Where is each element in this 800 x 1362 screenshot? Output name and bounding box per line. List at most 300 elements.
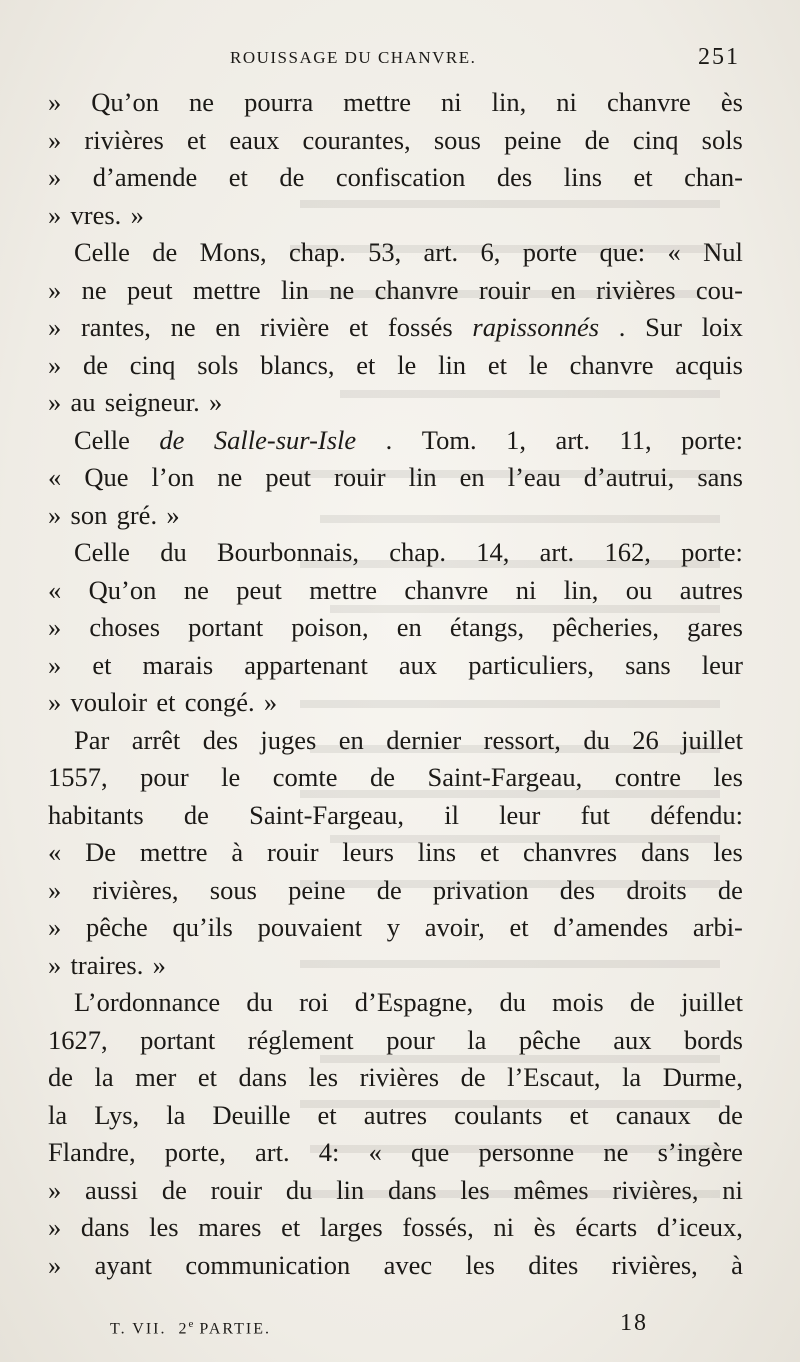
word: Par (74, 724, 110, 755)
word: de (279, 162, 305, 192)
word: la (48, 1099, 68, 1130)
word: chan- (684, 162, 743, 192)
word: portant (188, 612, 264, 642)
word: juillet (681, 987, 743, 1017)
word: ni (515, 574, 537, 605)
word: en (459, 462, 485, 492)
word: de (370, 762, 396, 792)
word: de (48, 1062, 74, 1092)
word: Celle (74, 237, 130, 267)
word: cinq (129, 349, 176, 380)
word: mettre (139, 837, 208, 867)
word: « (48, 462, 62, 492)
word: ni (493, 1212, 514, 1242)
word: gré. (116, 499, 158, 530)
text-line (48, 722, 743, 760)
word: défendu: (650, 799, 743, 830)
word: sous (209, 874, 257, 905)
word: « (667, 237, 681, 267)
word: ni (722, 1174, 743, 1205)
word: qu’ils (172, 912, 233, 942)
word: » (48, 162, 62, 192)
word: 1, (506, 424, 526, 455)
word: et (92, 649, 112, 680)
word: « (48, 837, 62, 867)
word: choses (89, 612, 161, 642)
word: 1627, (48, 1024, 108, 1055)
word: autres (363, 1099, 428, 1130)
page-footer (60, 1310, 740, 1340)
word: » (209, 387, 223, 417)
word: rivières, (611, 1249, 698, 1280)
word: art. (555, 424, 591, 455)
word: seigneur. (104, 387, 200, 417)
word: ne (189, 87, 215, 117)
word: dans (387, 1174, 437, 1205)
word: ne (329, 274, 355, 305)
word: et (487, 349, 507, 380)
word: rivières, (92, 874, 179, 905)
word: lin (336, 1174, 365, 1205)
word: pêcheries, (552, 612, 659, 642)
word: leurs (342, 837, 394, 867)
word: aux (398, 649, 438, 680)
italic-word: Salle-sur-Isle (213, 424, 357, 455)
italic-word: rapissonnés (472, 312, 600, 342)
word: 11, (619, 424, 652, 455)
word: rouir (478, 274, 531, 305)
text-line (48, 234, 743, 272)
word: art. (255, 1137, 290, 1167)
word: mettre (343, 87, 411, 117)
word: au (70, 387, 96, 417)
word: d’iceux, (656, 1212, 743, 1242)
word: Mons, (199, 237, 267, 267)
word: d’Espagne, (354, 987, 474, 1017)
word: des (496, 162, 533, 192)
word: autres (679, 574, 743, 605)
word: vouloir (70, 687, 148, 717)
body-text (48, 84, 743, 1284)
word: larges (319, 1212, 383, 1242)
word: courantes, (302, 124, 411, 155)
word: en (550, 274, 576, 305)
word: » (130, 199, 144, 230)
word: peine (288, 874, 346, 905)
word: privation (432, 874, 529, 905)
word: juges (260, 724, 317, 755)
word: la (166, 1099, 186, 1130)
word: 14, (476, 537, 510, 567)
word: chanvre (404, 574, 489, 605)
word: du (499, 987, 526, 1017)
word: que: (599, 237, 646, 267)
word: marais (142, 649, 214, 680)
text-line (48, 1247, 743, 1285)
word: peine (504, 124, 562, 155)
word: » (48, 949, 62, 980)
word: et (281, 1212, 301, 1242)
word: l’Escaut, (507, 1062, 601, 1092)
word: » (48, 87, 62, 117)
word: art. (423, 237, 459, 267)
word: et (197, 1062, 218, 1092)
word: ne (183, 574, 209, 605)
word: les (149, 1212, 179, 1242)
word: . (385, 424, 393, 455)
word: du (160, 537, 187, 567)
word: dans (238, 1062, 288, 1092)
word: mettre (192, 274, 261, 305)
word: les (460, 1174, 490, 1205)
signature-part-word: PARTIE. (199, 1320, 271, 1338)
word: d’autrui, (583, 462, 675, 492)
word: pour (386, 1024, 435, 1055)
word: » (48, 499, 62, 530)
word: Tom. (421, 424, 477, 455)
word: la (622, 1062, 642, 1092)
word: droits (626, 874, 687, 905)
word: dernier (386, 724, 462, 755)
word: » (48, 387, 62, 417)
word: ni (556, 87, 577, 117)
text-line (48, 797, 743, 835)
word: peut (126, 274, 173, 305)
word: y (386, 912, 401, 942)
word: art. (539, 537, 575, 567)
word: loix (701, 312, 743, 342)
word: le (221, 762, 241, 792)
word: les (713, 837, 743, 867)
page-header (60, 46, 740, 76)
text-line (48, 834, 743, 872)
word: rivières, (612, 1174, 699, 1205)
word: ne (603, 1137, 629, 1167)
word: chap. (389, 537, 446, 567)
word: rouir (334, 462, 386, 492)
word: L’ordonnance (74, 987, 221, 1017)
word: chanvre (374, 274, 459, 305)
word: » (152, 949, 166, 980)
word: l’eau (507, 462, 561, 492)
word: sans (697, 462, 743, 492)
word: » (48, 199, 62, 230)
word: ayant (94, 1249, 152, 1280)
text-line (48, 1097, 743, 1135)
word: dites (528, 1249, 579, 1280)
word: Qu’on (91, 87, 159, 117)
word: communication (185, 1249, 351, 1280)
word: » (263, 687, 278, 717)
word: rouir (210, 1174, 263, 1205)
word: cinq (632, 124, 679, 155)
word: et (349, 312, 369, 342)
text-line (48, 684, 743, 722)
text-line (48, 272, 743, 310)
word: lin (438, 349, 467, 380)
word: et (156, 687, 176, 717)
word: du (246, 987, 273, 1017)
word: poison, (291, 612, 369, 642)
word: la (467, 1024, 487, 1055)
text-line (48, 459, 743, 497)
text-line (48, 197, 743, 235)
word: » (48, 312, 62, 342)
word: » (48, 912, 62, 942)
word: appartenant (244, 649, 368, 680)
word: le (528, 349, 548, 380)
word: en (215, 312, 241, 342)
word: le (397, 349, 417, 380)
word: des (202, 724, 239, 755)
word: son (70, 499, 108, 530)
word: vres. (70, 199, 122, 230)
word: mettre (309, 574, 377, 605)
word: ne (217, 462, 243, 492)
word: s’ingère (657, 1137, 743, 1167)
word: chanvre (606, 87, 691, 117)
word: sols (701, 124, 743, 155)
word: De (85, 837, 117, 867)
word: comte (272, 762, 338, 792)
word: ne (81, 274, 107, 305)
word: Nul (703, 237, 743, 267)
word: pourra (244, 87, 314, 117)
word: rivières (359, 1062, 440, 1092)
word: et (479, 837, 500, 867)
word: ès (720, 87, 743, 117)
word: l’on (151, 462, 195, 492)
word: lin, (563, 574, 599, 605)
text-line (48, 384, 743, 422)
text-line (48, 497, 743, 535)
word: portant (140, 1024, 216, 1055)
text-line (48, 422, 743, 460)
word: 1557, (48, 762, 108, 792)
word: confiscation (335, 162, 466, 192)
word: mêmes (513, 1174, 589, 1205)
word: » (48, 124, 62, 155)
word: cou- (695, 274, 743, 305)
word: Celle (74, 537, 130, 567)
text-line (48, 1022, 743, 1060)
word: bords (684, 1024, 743, 1055)
word: Celle (74, 424, 130, 455)
text-line (48, 759, 743, 797)
word: pêche (85, 912, 148, 942)
word: de (161, 1174, 187, 1205)
word: lins (563, 162, 603, 192)
word: » (48, 274, 62, 305)
word: la (94, 1062, 114, 1092)
text-line (48, 872, 743, 910)
word: blancs, (260, 349, 335, 380)
word: eaux (229, 124, 280, 155)
word: peut (265, 462, 311, 492)
word: ressort, (483, 724, 561, 755)
word: ne (170, 312, 196, 342)
word: aussi (85, 1174, 139, 1205)
word: porte: (681, 537, 743, 567)
word: que (411, 1137, 450, 1167)
word: leur (499, 799, 541, 830)
word: 4: (318, 1137, 340, 1167)
word: mares (198, 1212, 262, 1242)
text-line (48, 309, 743, 347)
word: réglement (247, 1024, 354, 1055)
word: Flandre, (48, 1137, 136, 1167)
word: sous (433, 124, 481, 155)
signature-volume: T. VII. (110, 1320, 167, 1338)
text-line (48, 647, 743, 685)
word: acquis (675, 349, 743, 380)
word: lin (280, 274, 309, 305)
word: ou (625, 574, 653, 605)
running-head: ROUISSAGE DU CHANVRE. (230, 48, 477, 67)
word: coulants (454, 1099, 543, 1130)
word: de (183, 799, 209, 830)
word: de (376, 874, 402, 905)
word: peut (236, 574, 282, 605)
word: sans (625, 649, 671, 680)
text-line (48, 1172, 743, 1210)
word: » (48, 649, 62, 680)
word: en (396, 612, 422, 642)
word: fossés (387, 312, 453, 342)
signature-part-number: 2 (178, 1320, 189, 1338)
word: du (285, 1174, 313, 1205)
word: fut (580, 799, 611, 830)
text-line (48, 122, 743, 160)
text-line (48, 984, 743, 1022)
word: chanvre (569, 349, 654, 380)
word: de (152, 237, 178, 267)
word: gares (687, 612, 743, 642)
word: sols (197, 349, 239, 380)
word: » (48, 612, 62, 642)
word: de (717, 1099, 743, 1130)
word: les (308, 1062, 339, 1092)
word: de (717, 874, 743, 905)
word: » (48, 874, 62, 905)
word: » (48, 349, 62, 380)
word: dans (640, 837, 690, 867)
word: » (48, 687, 62, 717)
word: porte: (681, 424, 743, 455)
word: traires. (70, 949, 144, 980)
word: du (583, 724, 610, 755)
word: Bourbonnais, (216, 537, 360, 567)
word: rivières (84, 124, 164, 155)
word: lin, (491, 87, 527, 117)
word: particuliers, (468, 649, 595, 680)
word: 162, (604, 537, 651, 567)
word: » (48, 1249, 62, 1280)
folio-mark: 18 (620, 1310, 648, 1336)
word: à (731, 1249, 743, 1280)
word: et (509, 912, 529, 942)
word: des (559, 874, 596, 905)
word: arbi- (692, 912, 743, 942)
word: lin (408, 462, 437, 492)
word: rivière (260, 312, 330, 342)
word: chanvres (522, 837, 618, 867)
word: de (83, 349, 109, 380)
word: habitants (48, 799, 144, 830)
word: écarts (575, 1212, 638, 1242)
text-line (48, 609, 743, 647)
word: . (618, 312, 626, 342)
word: rouir (267, 837, 319, 867)
word: 6, (480, 237, 501, 267)
printer-signature (110, 1318, 271, 1338)
word: « (368, 1137, 382, 1167)
word: » (166, 499, 180, 530)
word: Deuille (212, 1099, 291, 1130)
word: de (584, 124, 610, 155)
word: il (444, 799, 459, 830)
text-line (48, 1209, 743, 1247)
word: avoir, (424, 912, 485, 942)
word: Saint-Fargeau, (427, 762, 583, 792)
word: étangs, (449, 612, 525, 642)
text-line (48, 1134, 743, 1172)
text-line (48, 572, 743, 610)
word: 26 (632, 724, 659, 755)
word: » (48, 1174, 62, 1205)
word: mois (552, 987, 604, 1017)
word: ès (533, 1212, 556, 1242)
word: « (48, 574, 62, 605)
text-line (48, 159, 743, 197)
word: Saint-Fargeau, (249, 799, 404, 830)
text-line (48, 909, 743, 947)
word: roi (299, 987, 329, 1017)
word: rantes, (80, 312, 151, 342)
word: et (569, 1099, 589, 1130)
signature-part-superscript: e (188, 1318, 194, 1330)
italic-word: de (159, 424, 185, 455)
word: porte (522, 237, 578, 267)
word: Lys, (94, 1099, 140, 1130)
word: leur (701, 649, 743, 680)
word: rivières (596, 274, 676, 305)
word: Qu’on (88, 574, 157, 605)
word: pouvaient (257, 912, 363, 942)
word: et (317, 1099, 337, 1130)
word: les (713, 762, 743, 792)
page-number: 251 (698, 44, 740, 70)
word: chap. (289, 237, 346, 267)
word: juillet (681, 724, 743, 755)
word: de (629, 987, 655, 1017)
word: arrêt (131, 724, 181, 755)
word: en (338, 724, 364, 755)
word: et (356, 349, 376, 380)
word: d’amende (92, 162, 198, 192)
word: de (460, 1062, 486, 1092)
word: et (228, 162, 248, 192)
text-line (48, 347, 743, 385)
text-line (48, 84, 743, 122)
word: contre (614, 762, 682, 792)
word: aux (613, 1024, 652, 1055)
text-line (48, 534, 743, 572)
word: lins (417, 837, 457, 867)
word: Durme, (662, 1062, 743, 1092)
word: dans (80, 1212, 130, 1242)
word: les (465, 1249, 495, 1280)
